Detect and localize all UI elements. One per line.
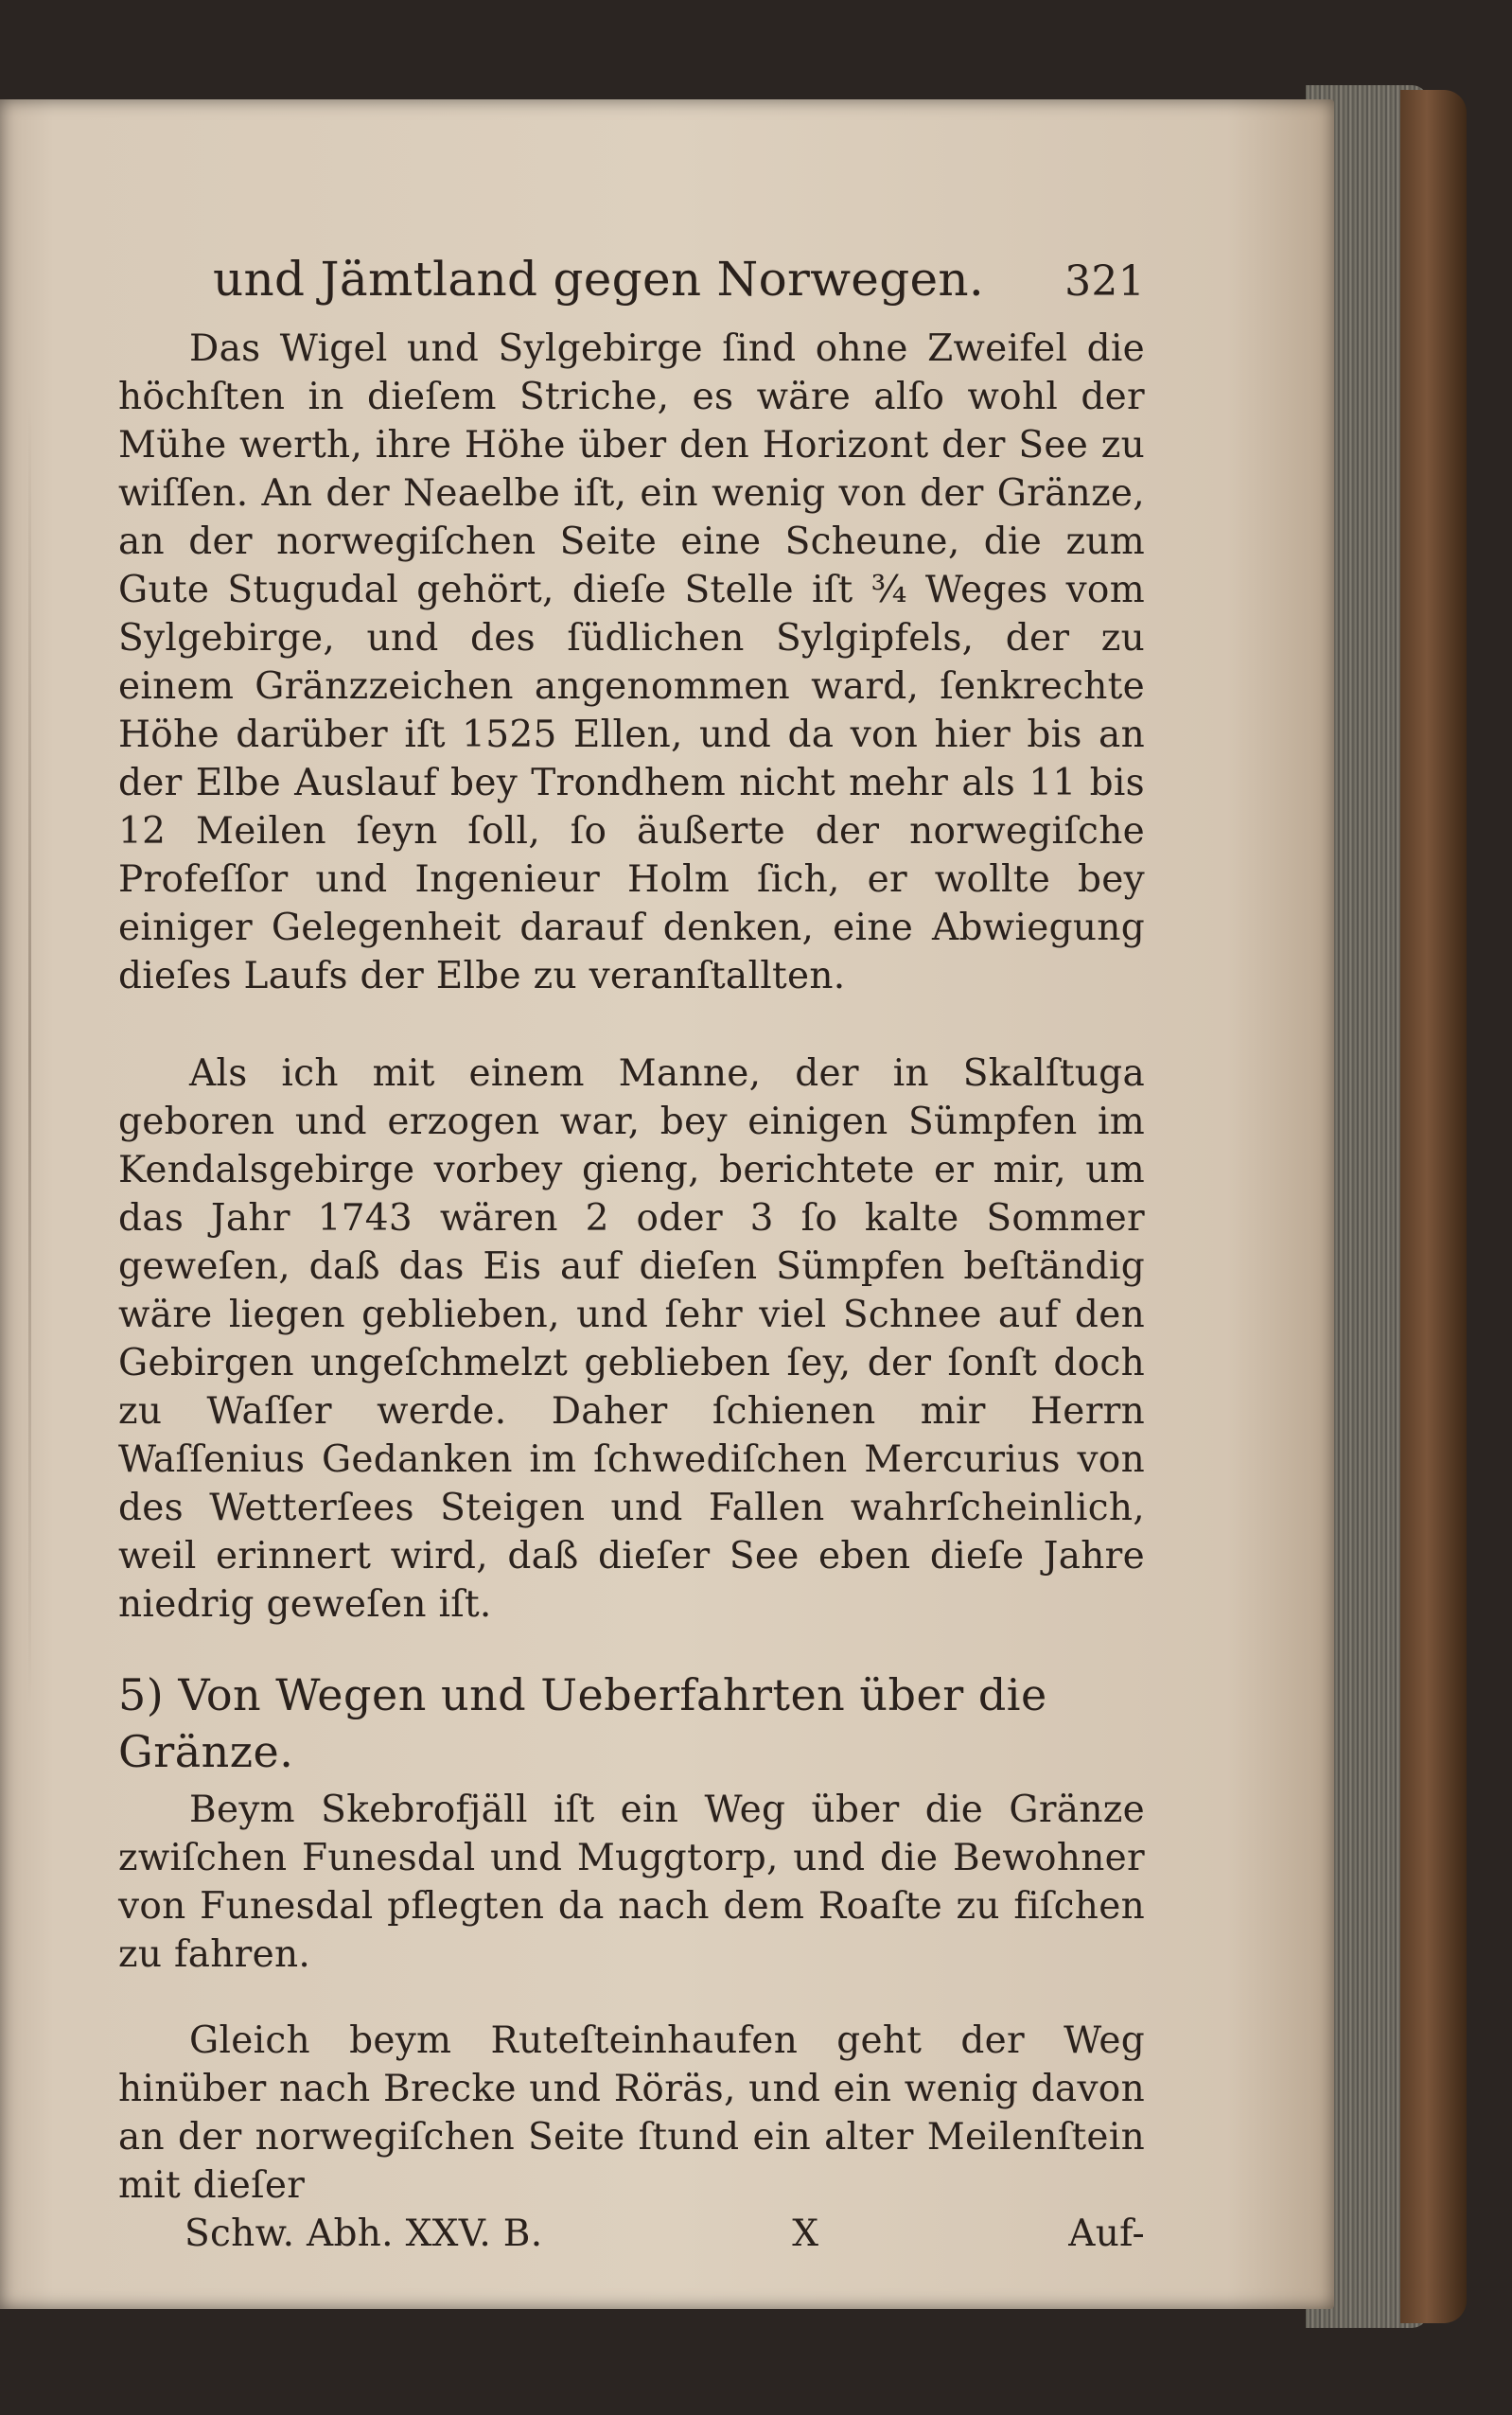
page-text [118, 251, 1145, 2258]
paragraph-3: Beym Skebrofjäll iſt ein Weg über die Gränze zwiſchen Funesdal und Muggtorp, und die Bewohner von Funesdal pflegten da nach dem Roaſte zu fiſchen zu fahren. [118, 1789, 1145, 1976]
section-heading: 5) Von Wegen und Ueberfahrten über die Gränze. [118, 1669, 1047, 1777]
signature-line: Schw. Abh. XXV. B. [185, 2212, 543, 2255]
sheet-mark: X [792, 2212, 819, 2255]
book-cover-edge [1400, 90, 1467, 2323]
fold-shadow [28, 402, 31, 1708]
paragraph-4: Gleich beym Ruteſteinhaufen geht der Weg hinüber nach Brecke und Röräs, und ein wenig davon an der norwegiſchen Seite ſtund ein alter Meilenſtein mit dieſer [118, 2019, 1145, 2207]
catchword: Auf- [1068, 2212, 1145, 2255]
running-header [213, 251, 1145, 310]
paragraph-1: Das Wigel und Sylgebirge ſind ohne Zweifel die höchſten in dieſem Striche, es wäre alſo wohl der Mühe werth, ihre Höhe über den Horizont der See zu wiſſen. An der Neaelbe iſt, ein wenig von der Gränze, an der norwegiſchen Seite eine Scheune, die zum Gute Stugudal gehört, dieſe Stelle iſt ¾ Weges vom Sylgebirge, und des ſüdlichen Sylgipfels, der zu einem Gränzzeichen angenommen ward, ſenkrechte Höhe darüber iſt 1525 Ellen, und da von hier bis an der Elbe Auslauf bey Trondhem nicht mehr als 11 bis 12 Meilen ſeyn ſoll, ſo äußerte der norwegiſche Profeſſor und Ingenieur Holm ſich, er wollte bey einiger Gelegenheit darauf denken, eine Abwiegung dieſes Laufs der Elbe zu veranſtallten. [118, 327, 1145, 997]
page-footer [118, 2210, 1145, 2258]
paragraph-2: Als ich mit einem Manne, der in Skalſtuga geboren und erzogen war, bey einigen Sümpfen im Kendalsgebirge vorbey gieng, berichtete er mir, um das Jahr 1743 wären 2 oder 3 ſo kalte Sommer geweſen, daß das Eis auf dieſen Sümpfen beſtändig wäre liegen geblieben, und ſehr viel Schnee auf den Gebirgen ungeſchmelzt geblieben ſey, der ſonſt doch zu Waſſer werde. Daher ſchienen mir Herrn Waſſenius Gedanken im ſchwediſchen Mercurius von des Wetterſees Steigen und Fallen wahrſcheinlich, weil erinnert wird, daß dieſer See eben dieſe Jahre niedrig geweſen iſt. [118, 1052, 1145, 1626]
page-number: 321 [1064, 257, 1145, 306]
header-title: und Jämtland gegen Norwegen. [213, 252, 985, 307]
